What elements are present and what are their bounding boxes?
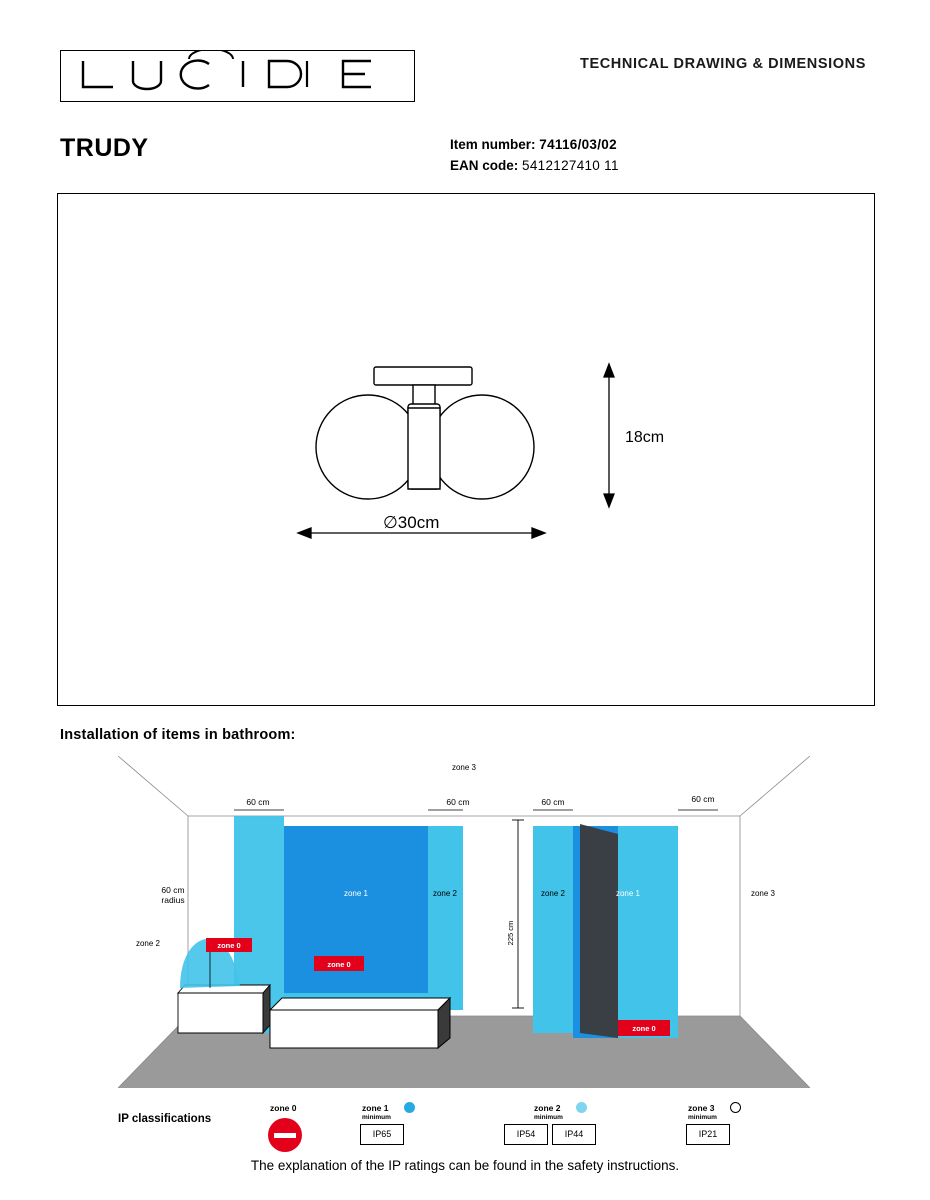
no-entry-icon <box>268 1118 302 1152</box>
ip-code-ip54: IP54 <box>504 1124 548 1145</box>
label-zone2-left: zone 2 <box>432 889 458 898</box>
label-radius-60cm: 60 cm <box>161 885 185 895</box>
ip-code-ip44: IP44 <box>552 1124 596 1145</box>
label-60cm-2: 60 cm <box>446 797 470 807</box>
ean-value: 5412127410 11 <box>522 158 619 173</box>
ip-zone3-label: zone 3 <box>688 1103 715 1113</box>
ip-code-ip65: IP65 <box>360 1124 404 1145</box>
label-zone0-sink: zone 0 <box>217 941 241 950</box>
zone1-color-dot <box>404 1102 415 1113</box>
item-number-value: 74116/03/02 <box>539 137 617 152</box>
label-60cm-3: 60 cm <box>541 797 565 807</box>
ip-zone1-minimum: minimum <box>362 1114 391 1121</box>
label-radius: radius <box>161 895 185 905</box>
ip-code-ip21: IP21 <box>686 1124 730 1145</box>
ip-zone1-label: zone 1 <box>362 1103 389 1113</box>
bathroom-diagram-svg <box>118 748 810 1098</box>
label-zone1-left: zone 1 <box>343 889 369 898</box>
label-zone0-bath: zone 0 <box>327 960 351 969</box>
ip-zone2-minimum: minimum <box>534 1114 563 1121</box>
page-title: TECHNICAL DRAWING & DIMENSIONS <box>580 56 866 72</box>
ip-classifications-title: IP classifications <box>118 1113 212 1125</box>
zone2-color-dot <box>576 1102 587 1113</box>
label-zone0-shower: zone 0 <box>632 1024 656 1033</box>
label-zone3-top: zone 3 <box>451 763 477 772</box>
ip-zone0-label: zone 0 <box>270 1103 297 1113</box>
height-225-label: 225 cm <box>506 920 515 946</box>
ip-classifications <box>118 1095 818 1160</box>
item-number-label: Item number: <box>450 137 536 152</box>
product-meta <box>450 134 619 176</box>
brand-logo <box>60 50 415 102</box>
ip-zone3-minimum: minimum <box>688 1114 717 1121</box>
ip-zone2-label: zone 2 <box>534 1103 561 1113</box>
bathroom-section-title: Installation of items in bathroom: <box>60 727 296 743</box>
lucide-wordmark-icon <box>61 51 414 101</box>
ip-footer-note: The explanation of the IP ratings can be found in the safety instructions. <box>250 1158 680 1173</box>
zone3-color-dot <box>730 1102 741 1113</box>
label-zone2-right: zone 2 <box>540 889 566 898</box>
bathroom-zones-diagram <box>118 748 810 1098</box>
label-60cm-1: 60 cm <box>246 797 270 807</box>
width-dimension-label: ∅30cm <box>383 513 440 532</box>
label-60cm-4: 60 cm <box>691 794 715 804</box>
label-zone2-sink: zone 2 <box>135 939 161 948</box>
lamp-technical-drawing <box>58 194 874 705</box>
product-name: TRUDY <box>60 134 149 162</box>
technical-drawing-panel <box>57 193 875 706</box>
label-zone3-right: zone 3 <box>750 889 776 898</box>
label-zone1-right: zone 1 <box>615 889 641 898</box>
ean-label: EAN code: <box>450 158 519 173</box>
height-dimension-label: 18cm <box>625 429 665 446</box>
